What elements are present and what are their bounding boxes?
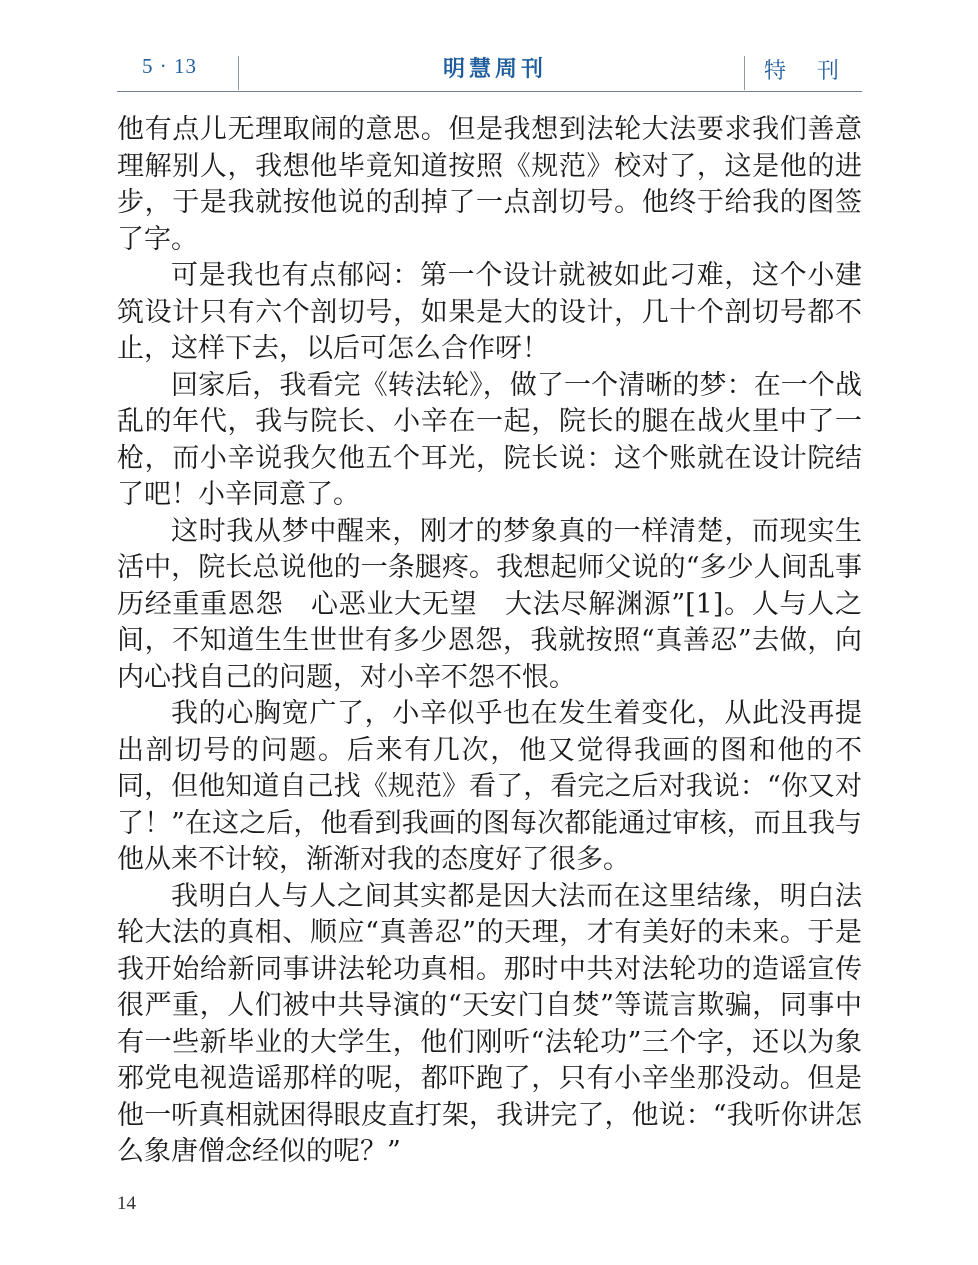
page-number: 14 [117, 1193, 136, 1214]
paragraph: 我明白人与人之间其实都是因大法而在这里结缘，明白法轮大法的真相、顺应“真善忍”的天理，才有美好的未来。于是我开始给新同事讲法轮功真相。那时中共对法轮功的造谣宣传很严重，人们被中共导演的“天安门自焚”等谎言欺骗，同事中有一些新毕业的大学生，他们刚听“法轮功”三个字，还以为象邪党电视造谣那样的呢，都吓跑了，只有小辛坐那没动。但是他一听真相就困得眼皮直打架，我讲完了，他说：“我听你讲怎么象唐僧念经似的呢？” [117, 880, 862, 1167]
paragraph: 这时我从梦中醒来，刚才的梦象真的一样清楚，而现实生活中，院长总说他的一条腿疼。我想起师父说的“多少人间乱事 历经重重恩怨 心恶业大无望 大法尽解渊源”[1]。人与人之间，不知道生生世世有多少恩怨，我就按照“真善忍”去做，向内心找自己的问题，对小辛不怨不恨。 [117, 515, 889, 693]
page-header [117, 52, 862, 92]
paragraph: 可是我也有点郁闷：第一个设计就被如此刁难，这个小建筑设计只有六个剖切号，如果是大的设计，几十个剖切号都不止，这样下去，以后可怎么合作呀！ [117, 260, 862, 364]
section-label: 特 刊 [764, 59, 851, 84]
paragraph: 我的心胸宽广了，小辛似乎也在发生着变化，从此没再提出剖切号的问题。后来有几次，他又觉得我画的图和他的不同，但他知道自己找《规范》看了，看完之后对我说：“你又对了！”在这之后，他看到我画的图每次都能通过审核，而且我与他从来不计较，渐渐对我的态度好了很多。 [117, 698, 862, 875]
paragraph: 回家后，我看完《转法轮》，做了一个清晰的梦：在一个战乱的年代，我与院长、小辛在一起，院长的腿在战火里中了一枪，而小辛说我欠他五个耳光，院长说：这个账就在设计院结了吧！小辛同意了。 [117, 369, 862, 510]
article-body [117, 112, 889, 1171]
header-divider-right [744, 56, 745, 90]
issue-date: 5 · 13 [142, 54, 197, 78]
journal-title: 明慧周刊 [443, 57, 548, 82]
paragraph-continued: 他有点儿无理取闹的意思。但是我想到法轮大法要求我们善意理解别人，我想他毕竟知道按照《规范》校对了，这是他的进步，于是我就按他说的刮掉了一点剖切号。他终于给我的图签了字。 [117, 114, 862, 255]
header-divider-left [238, 56, 239, 90]
header-rule [117, 91, 862, 92]
